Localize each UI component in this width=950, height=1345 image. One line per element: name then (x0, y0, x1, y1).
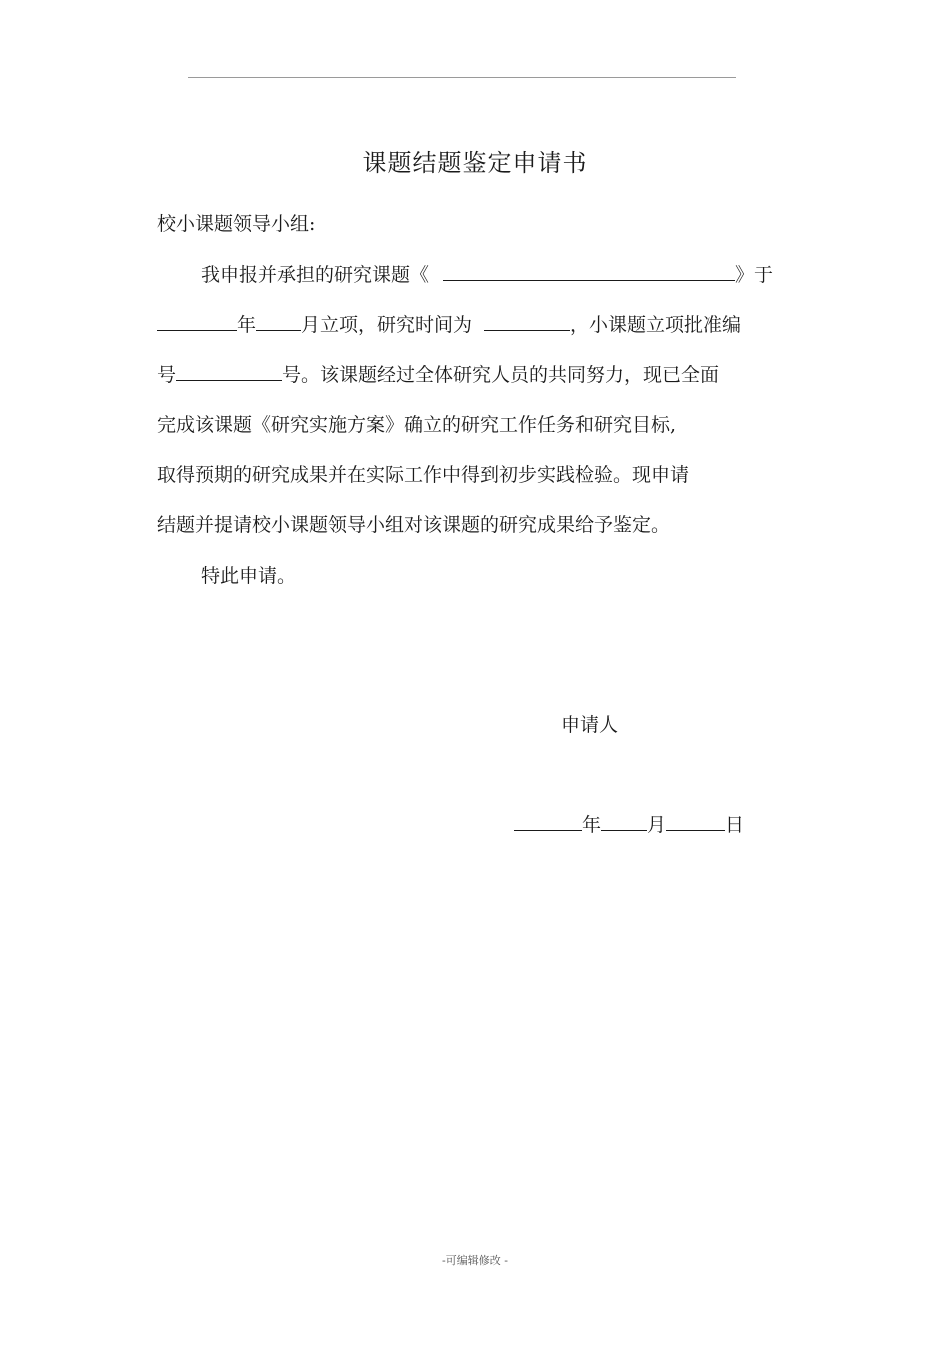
start-month-blank (256, 312, 301, 331)
date-year-blank (514, 812, 582, 831)
date-year-label: 年 (582, 814, 602, 836)
topic-name-blank (443, 262, 735, 281)
date-month-blank (601, 812, 647, 831)
date-day-label: 日 (725, 814, 745, 836)
closing-line: 特此申请。 (201, 565, 297, 587)
p1-end: 》于 (735, 264, 774, 286)
p2-end: ，小课题立项批准编 (570, 314, 742, 336)
salutation: 校小课题领导小组: (157, 213, 316, 235)
p2-month: 月立项，研究时间为 (301, 314, 473, 336)
research-period-blank (484, 312, 570, 331)
approval-number-blank (176, 362, 282, 381)
p3-end: 号。该课题经过全体研究人员的共同努力，现已全面 (282, 364, 720, 386)
paragraph-line-5: 取得预期的研究成果并在实际工作中得到初步实践检验。现申请 (157, 464, 690, 486)
paragraph-line-2 (157, 312, 741, 338)
date-month-label: 月 (647, 814, 667, 836)
paragraph-line-4: 完成该课题《研究实施方案》确立的研究工作任务和研究目标, (157, 414, 677, 436)
page-footer: -可编辑修改 - (442, 1254, 508, 1267)
paragraph-line-3 (157, 362, 719, 388)
paragraph-line-6: 结题并提请校小课题领导小组对该课题的研究成果给予鉴定。 (157, 514, 671, 536)
document-title: 课题结题鉴定申请书 (362, 149, 588, 177)
start-year-blank (157, 312, 237, 331)
date-day-blank (666, 812, 725, 831)
paragraph-line-1 (201, 262, 773, 288)
p3-start: 号 (157, 364, 177, 386)
p2-year: 年 (237, 314, 257, 336)
applicant-label: 申请人 (561, 714, 619, 736)
p1-start: 我申报并承担的研究课题《 (201, 264, 430, 286)
header-rule (188, 77, 736, 78)
date-line (514, 812, 744, 838)
